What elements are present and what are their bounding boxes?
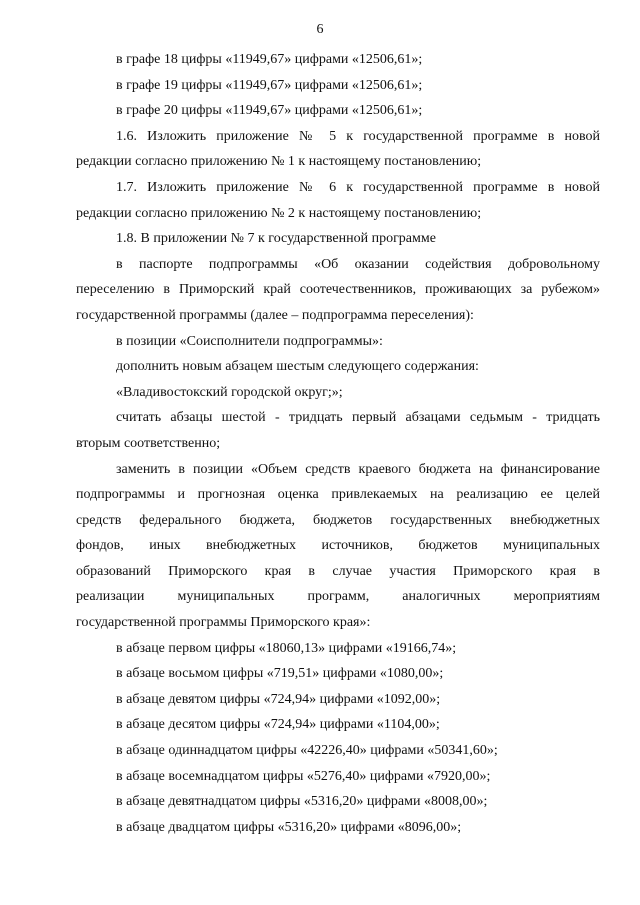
page-number: 6	[316, 22, 324, 37]
text-line: в абзаце десятом цифры «724,94» цифрами «1104,00»;	[116, 717, 440, 733]
text-line: подпрограммы и прогнозная оценка привлекаемых на реализацию ее целей	[76, 487, 600, 503]
text-line: 1.6. Изложить приложение № 5 к государственной программе в новой	[116, 128, 600, 144]
text-line: в позиции «Соисполнители подпрограммы»:	[116, 333, 383, 349]
text-line: государственной программы Приморского края»:	[76, 615, 371, 631]
text-line: государственной программы (далее – подпрограмма переселения):	[76, 307, 474, 323]
text-line: переселению в Приморский край соотечественников, проживающих за рубежом»	[76, 282, 600, 298]
text-line: в абзаце восьмом цифры «719,51» цифрами «1080,00»;	[116, 666, 444, 682]
text-line: заменить в позиции «Объем средств краевого бюджета на финансирование	[116, 461, 600, 477]
text-line: реализации муниципальных программ, аналогичных мероприятиям	[76, 589, 600, 605]
text-line: в графе 20 цифры «11949,67» цифрами «12506,61»;	[116, 103, 423, 119]
text-line: редакции согласно приложению № 2 к настоящему постановлению;	[76, 205, 482, 221]
text-line: «Владивостокский городской округ;»;	[116, 384, 343, 400]
document-body	[76, 47, 600, 840]
text-line: считать абзацы шестой - тридцать первый абзацами седьмым - тридцать	[116, 410, 600, 426]
text-line: в графе 18 цифры «11949,67» цифрами «12506,61»;	[116, 52, 423, 67]
text-line: вторым соответственно;	[76, 435, 221, 451]
text-line: в абзаце первом цифры «18060,13» цифрами «19166,74»;	[116, 640, 457, 656]
text-line: в абзаце девятнадцатом цифры «5316,20» цифрами «8008,00»;	[116, 794, 488, 810]
text-line: в абзаце восемнадцатом цифры «5276,40» цифрами «7920,00»;	[116, 768, 491, 784]
text-line: в паспорте подпрограммы «Об оказании содействия добровольному	[116, 256, 600, 272]
text-line: в абзаце двадцатом цифры «5316,20» цифрами «8096,00»;	[116, 819, 462, 835]
text-line: в абзаце девятом цифры «724,94» цифрами «1092,00»;	[116, 691, 441, 707]
text-line: 1.8. В приложении № 7 к государственной программе	[116, 231, 436, 247]
text-line: в графе 19 цифры «11949,67» цифрами «12506,61»;	[116, 77, 423, 93]
text-line: 1.7. Изложить приложение № 6 к государственной программе в новой	[116, 179, 600, 195]
text-line: редакции согласно приложению № 1 к настоящему постановлению;	[76, 154, 482, 170]
text-line: образований Приморского края в случае участия Приморского края в	[76, 563, 600, 579]
text-line: дополнить новым абзацем шестым следующего содержания:	[116, 359, 479, 375]
text-line: фондов, иных внебюджетных источников, бюджетов муниципальных	[76, 538, 600, 554]
text-line: средств федерального бюджета, бюджетов государственных внебюджетных	[76, 512, 600, 528]
text-line: в абзаце одиннадцатом цифры «42226,40» цифрами «50341,60»;	[116, 743, 498, 759]
